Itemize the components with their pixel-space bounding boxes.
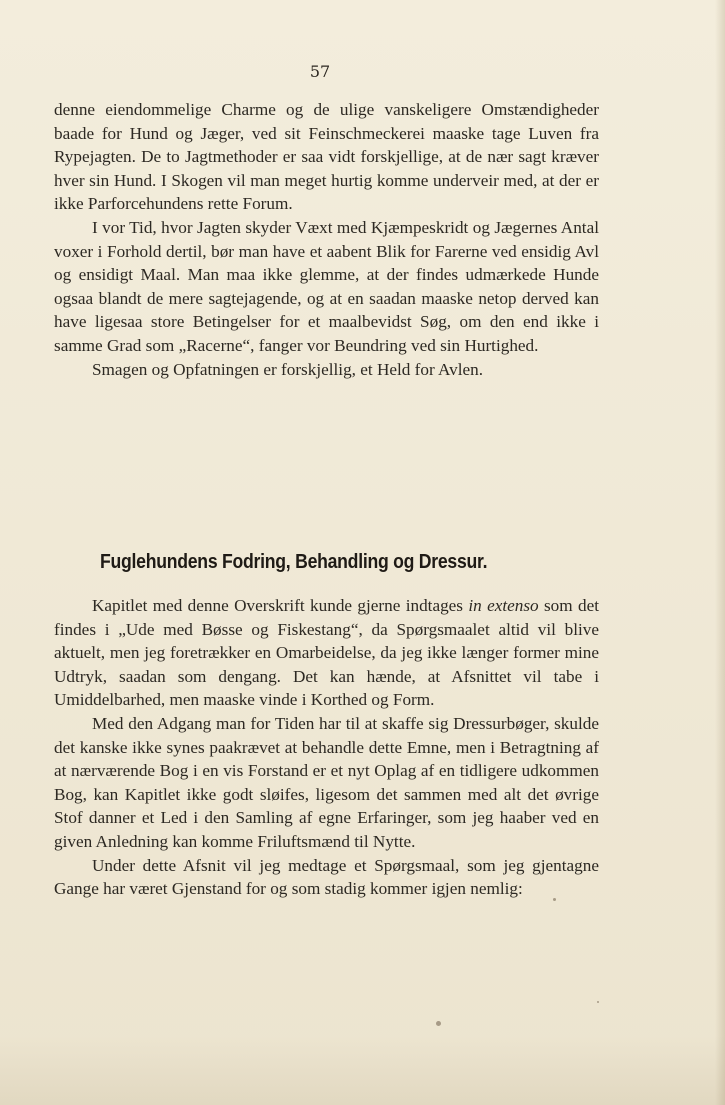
paragraph-adgang: Med den Adgang man for Tiden har til at skaffe sig Dressurbøger, skulde det kanske ikke synes paakrævet at behandle dette Emne, men i Betragtning af at nærværende Bog i en vis Forstand er et nyt Oplag af en tidligere udkommen Bog, kan Kapitlet ikke godt sløifes, ligesom det sammen med alt det øvrige Stof danner et Led i den Samling af egne Erfaringer, som jeg haaber ved en given Anledning kan komme Friluftsmænd til Nytte. (54, 713, 599, 851)
page-edge-shadow (715, 0, 725, 1105)
paragraph-jagten: I vor Tid, hvor Jagten skyder Væxt med Kjæmpeskridt og Jægernes Antal voxer i Forhold dertil, bør man have et aabent Blik for Farerne ved ensidig Avl og ensidigt Maal. Man maa ikke glemme, at der findes udmærkede Hunde ogsaa blandt de mere sagtejagende, og at en saadan maaske netop derved kan have ligesaa store Betingelser for et maalbevidst Søg, om den end ikke i samme Grad som „Racerne“, fanger vor Beundring ved sin Hurtighed. (54, 217, 599, 355)
paragraph-kapitlet-start: Kapitlet med denne Overskrift kunde gjerne indtages (92, 596, 469, 615)
section-heading: Fuglehundens Fodring, Behandling og Dressur. (100, 550, 488, 573)
page-number: 57 (309, 62, 331, 81)
paragraph-continuation: denne eiendommelige Charme og de ulige vanskeligere Omstændigheder baade for Hund og Jæger, ved sit Feinschmeckerei maaske tage Luven fra Rypejagten. De to Jagtmethoder er saa vidt forskjellige, at de nær sagt kræver hver sin Hund. I Skogen vil man meget hurtig komme underveir med, at der er ikke Parforcehundens rette Forum. (54, 100, 599, 214)
paper-speck (553, 898, 556, 901)
paragraph-kapitlet-rest: som det findes i „Ude med Bøsse og Fiskestang“, da Spørgsmaalet altid vil blive aktuelt, men jeg foretrækker en Omarbeidelse, da jeg ikke længer former mine Udtryk, saadan som dengang. Det kan hænde, at Afsnittet vil tabe i Umiddelbarhed, men maaske vinde i Korthed og Form. (54, 596, 599, 710)
text-block-bottom (54, 594, 599, 901)
paragraph-kapitlet (54, 594, 599, 712)
paragraph-smagen: Smagen og Opfatningen er forskjellig, et Held for Avlen. (92, 359, 484, 379)
paragraph-afsnit: Under dette Afsnit vil jeg medtage et Spørgsmaal, som jeg gjentagne Gange har været Gjenstand for og som stadig kommer igjen nemlig: (54, 855, 599, 899)
page-bottom-shadow (0, 1035, 725, 1105)
paper-speck (597, 1001, 599, 1003)
italic-phrase: in extenso (468, 596, 539, 615)
text-block-top (54, 98, 599, 381)
paper-speck (436, 1021, 441, 1026)
